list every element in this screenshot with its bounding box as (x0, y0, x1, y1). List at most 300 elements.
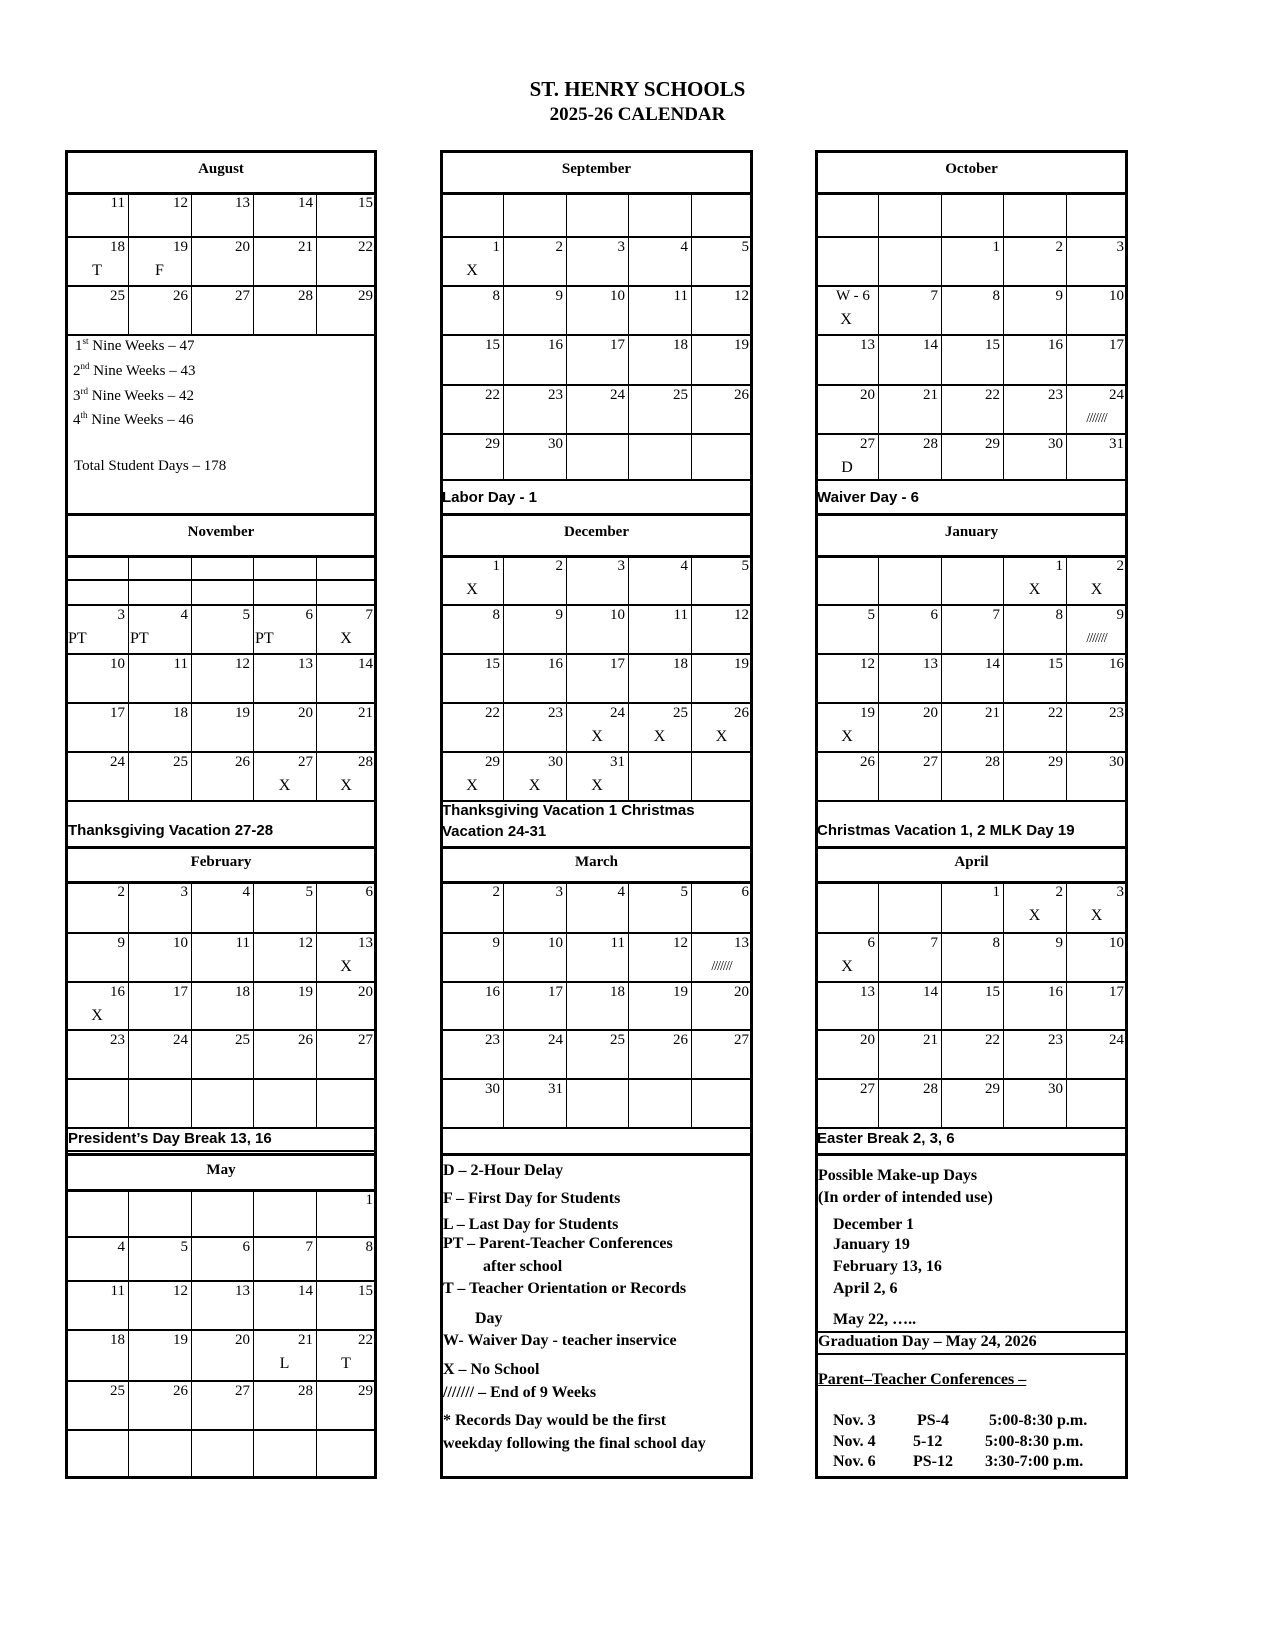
month-title-december: December (564, 524, 629, 540)
grid-line (65, 1477, 377, 1479)
day-number: 6 (242, 1239, 250, 1255)
makeup-subtitle: (In order of intended use) (818, 1189, 993, 1206)
day-number: 9 (492, 935, 500, 951)
day-number: 18 (673, 656, 688, 672)
day-number: 26 (673, 1032, 688, 1048)
day-number: 3 (117, 607, 125, 623)
day-number: 23 (548, 705, 563, 721)
day-number: 9 (1055, 935, 1063, 951)
day-number: 18 (235, 984, 250, 1000)
grid-line (440, 653, 753, 655)
day-number: 29 (1048, 754, 1063, 770)
grid-line (815, 751, 1128, 753)
grid-line (191, 881, 192, 1127)
day-number: 26 (298, 1032, 313, 1048)
grid-line (815, 1029, 1128, 1031)
nine-weeks-4 (73, 412, 194, 429)
day-code-mark: T (92, 262, 102, 279)
day-number: 16 (548, 656, 563, 672)
day-number: 19 (298, 984, 313, 1000)
day-number: 14 (923, 337, 938, 353)
day-number: 6 (305, 607, 313, 623)
makeup-day: April 2, 6 (833, 1280, 898, 1297)
nine-weeks-3-text: Nine Weeks – 42 (91, 388, 194, 404)
day-number: 9 (1055, 288, 1063, 304)
day-number: 2 (555, 558, 563, 574)
day-number: 11 (610, 935, 625, 951)
day-number: 5 (741, 239, 749, 255)
grid-line (815, 653, 1128, 655)
day-number: 8 (992, 935, 1000, 951)
grid-line (815, 236, 1128, 238)
grid-line (440, 479, 753, 481)
legend-records-2: weekday following the final school day (443, 1435, 706, 1452)
grid-line (65, 1380, 377, 1382)
grid-line (440, 384, 753, 386)
grid-line (815, 479, 1128, 481)
no-school-mark: X (653, 728, 666, 745)
day-number: 5 (867, 607, 875, 623)
no-school-mark: X (591, 777, 603, 794)
no-school-mark: X (340, 777, 352, 794)
day-number: 10 (610, 288, 625, 304)
day-number: 20 (235, 1332, 250, 1348)
day-number: 28 (985, 754, 1000, 770)
day-number: 2 (555, 239, 563, 255)
day-number: 28 (923, 1081, 938, 1097)
day-number: 31 (548, 1081, 563, 1097)
day-number: 12 (734, 607, 749, 623)
no-school-mark: X (715, 728, 728, 745)
conference-time: 5:00-8:30 p.m. (989, 1412, 1088, 1429)
day-number: 10 (1109, 288, 1124, 304)
day-number: 4 (680, 558, 688, 574)
month-title-january: January (944, 524, 999, 540)
day-number: 23 (485, 1032, 500, 1048)
day-number: 22 (1048, 705, 1063, 721)
day-number: 20 (860, 1032, 875, 1048)
day-number: 12 (673, 935, 688, 951)
nine-weeks-1 (75, 338, 195, 355)
day-number: 4 (242, 884, 250, 900)
day-number: 29 (358, 1383, 373, 1399)
grid-line (440, 800, 753, 802)
day-number: 31 (1109, 436, 1124, 452)
grid-line (566, 881, 567, 1127)
day-number: 4 (617, 884, 625, 900)
day-number: 11 (235, 935, 250, 951)
makeup-day: February 13, 16 (833, 1258, 942, 1275)
day-number: 24 (110, 754, 125, 770)
conference-time: 5:00-8:30 p.m. (985, 1433, 1084, 1450)
day-number: 7 (365, 607, 373, 623)
footer-december: Thanksgiving Vacation 1 Christmas Vacation 24-31 (442, 802, 695, 840)
grid-line (253, 192, 254, 334)
day-number: 23 (1048, 387, 1063, 403)
month-header-top (65, 1153, 377, 1156)
footer-september: Labor Day - 1 (442, 489, 538, 506)
conference-grades: 5-12 (913, 1433, 943, 1450)
day-number: 19 (860, 705, 875, 721)
day-number: 24 (548, 1032, 563, 1048)
day-number: 27 (860, 1081, 875, 1097)
day-number: 27 (923, 754, 938, 770)
day-number: 2 (1116, 558, 1124, 574)
no-school-mark: X (591, 728, 603, 745)
day-number: 15 (485, 337, 500, 353)
divider (815, 1353, 1128, 1355)
grid-line (815, 800, 1128, 802)
day-number: 18 (673, 337, 688, 353)
month-header-top (815, 846, 1128, 849)
legend-records-1: * Records Day would be the first (443, 1412, 667, 1429)
day-number: 26 (860, 754, 875, 770)
no-school-mark: X (1090, 907, 1103, 924)
day-number: 23 (110, 1032, 125, 1048)
grid-line (65, 285, 377, 287)
no-school-mark: X (528, 777, 541, 794)
grid-line (440, 1078, 753, 1080)
day-number: 2 (492, 884, 500, 900)
day-number: 30 (1109, 754, 1124, 770)
no-school-mark: X (466, 777, 478, 794)
graduation-day: Graduation Day – May 24, 2026 (818, 1333, 1037, 1350)
grid-line (815, 981, 1128, 983)
day-number: 5 (741, 558, 749, 574)
day-number: 24 (1109, 1032, 1124, 1048)
nine-weeks-4-num: 4 (73, 412, 81, 428)
day-number: 15 (985, 984, 1000, 1000)
grid-line (815, 1078, 1128, 1080)
grid-line (65, 555, 377, 558)
nine-weeks-3-sup: rd (80, 386, 88, 396)
day-number: 18 (173, 705, 188, 721)
grid-line (691, 881, 692, 1127)
end-of-nine-weeks-mark: /////// (711, 959, 732, 974)
grid-line (253, 881, 254, 1127)
day-number: 25 (610, 1032, 625, 1048)
day-number: 12 (173, 195, 188, 211)
day-number: 29 (985, 1081, 1000, 1097)
day-number: 5 (180, 1239, 188, 1255)
no-school-mark: X (1090, 581, 1103, 598)
nine-weeks-1-num: 1 (75, 338, 83, 354)
day-number: 3 (1116, 239, 1124, 255)
nine-weeks-1-sup: st (82, 336, 89, 346)
grid-line (65, 1127, 377, 1129)
grid-line (65, 579, 377, 581)
month-header-top (440, 846, 753, 849)
no-school-mark: X (466, 581, 478, 598)
day-code-mark: D (841, 459, 853, 476)
day-number: 4 (117, 1239, 125, 1255)
day-code-mark: PT (130, 630, 149, 647)
day-number: 19 (173, 1332, 188, 1348)
grid-line (628, 881, 629, 1127)
day-number: 29 (358, 288, 373, 304)
day-number: 2 (1055, 884, 1063, 900)
day-number: 14 (358, 656, 373, 672)
day-number: 3 (555, 884, 563, 900)
day-number: 25 (173, 754, 188, 770)
day-number: 19 (173, 239, 188, 255)
day-number: 13 (298, 656, 313, 672)
grid-line (440, 981, 753, 983)
day-number: 14 (298, 1283, 313, 1299)
day-code-mark: PT (255, 630, 274, 647)
footer-october: Waiver Day - 6 (817, 489, 919, 506)
day-number: 12 (734, 288, 749, 304)
day-number: 6 (741, 884, 749, 900)
legend-l: L – Last Day for Students (443, 1216, 619, 1233)
day-number: 12 (298, 935, 313, 951)
day-number: 17 (610, 337, 625, 353)
day-number: 20 (358, 984, 373, 1000)
day-number: 20 (734, 984, 749, 1000)
day-number: 26 (173, 288, 188, 304)
makeup-day: December 1 (833, 1216, 914, 1233)
day-number: 21 (298, 239, 313, 255)
day-number: 16 (110, 984, 125, 1000)
grid-line (815, 932, 1128, 934)
day-number: 24 (610, 705, 625, 721)
day-number: 26 (734, 387, 749, 403)
day-number: 31 (610, 754, 625, 770)
day-number: 22 (485, 387, 500, 403)
legend-t-cont: Day (475, 1310, 503, 1327)
legend-t: T – Teacher Orientation or Records (443, 1280, 687, 1297)
month-title-may: May (206, 1162, 236, 1178)
grid-line (191, 192, 192, 334)
grid-line (65, 981, 377, 983)
day-number: 15 (358, 195, 373, 211)
no-school-mark: X (91, 1007, 103, 1024)
day-number: 19 (235, 705, 250, 721)
day-number: 10 (1109, 935, 1124, 951)
grid-line (815, 384, 1128, 386)
footer-february: President’s Day Break 13, 16 (68, 1130, 272, 1147)
day-number: 19 (673, 984, 688, 1000)
month-title-march: March (574, 854, 619, 870)
grid-line (628, 192, 629, 479)
day-number: 1 (492, 558, 500, 574)
month-header-top (440, 513, 753, 516)
day-number: 8 (492, 288, 500, 304)
day-number: 13 (860, 984, 875, 1000)
day-number: 9 (555, 607, 563, 623)
grid-line (65, 1329, 377, 1331)
day-number: 15 (985, 337, 1000, 353)
day-number: 17 (1109, 984, 1124, 1000)
grid-line (128, 881, 129, 1127)
day-number: 9 (117, 935, 125, 951)
grid-line (691, 192, 692, 479)
day-number: 17 (610, 656, 625, 672)
grid-line (65, 751, 377, 753)
legend-x: X – No School (443, 1361, 540, 1378)
day-number: 25 (673, 387, 688, 403)
day-number: 21 (298, 1332, 313, 1348)
day-number: 25 (673, 705, 688, 721)
day-number: 10 (110, 656, 125, 672)
day-number: 4 (680, 239, 688, 255)
grid-line (815, 604, 1128, 606)
no-school-mark: X (1028, 581, 1041, 598)
day-number: 22 (358, 239, 373, 255)
day-number: 1 (1055, 558, 1063, 574)
legend-pt-cont: after school (483, 1258, 563, 1275)
day-number: 10 (610, 607, 625, 623)
grid-line (440, 1127, 753, 1129)
grid-line (65, 1429, 377, 1431)
day-number: 13 (358, 935, 373, 951)
day-number: 21 (358, 705, 373, 721)
day-number: 16 (1048, 337, 1063, 353)
legend-f: F – First Day for Students (443, 1190, 621, 1207)
day-number: 27 (298, 754, 313, 770)
day-number: 29 (485, 754, 500, 770)
nine-weeks-2 (73, 363, 196, 380)
day-number: 22 (485, 705, 500, 721)
day-number: 11 (673, 607, 688, 623)
day-number: 10 (173, 935, 188, 951)
month-title-february: February (190, 854, 252, 870)
calendar-title: 2025-26 CALENDAR (549, 104, 726, 125)
grid-line (316, 881, 317, 1127)
grid-line (65, 1280, 377, 1282)
end-of-nine-weeks-mark: /////// (1086, 411, 1107, 426)
day-number: 1 (365, 1192, 373, 1208)
day-number: 20 (235, 239, 250, 255)
day-number: 27 (235, 288, 250, 304)
grid-line (691, 555, 692, 800)
day-number: 30 (1048, 436, 1063, 452)
day-number: 3 (617, 558, 625, 574)
day-number: 30 (548, 754, 563, 770)
footer-april: Easter Break 2, 3, 6 (817, 1130, 955, 1147)
day-number: 27 (358, 1032, 373, 1048)
grid-line (440, 751, 753, 753)
makeup-day: May 22, ….. (833, 1311, 917, 1328)
day-number: 24 (610, 387, 625, 403)
day-number: 8 (1055, 607, 1063, 623)
no-school-mark: X (340, 630, 352, 647)
no-school-mark: X (278, 777, 291, 794)
day-code-mark: PT (68, 630, 87, 647)
grid-line (815, 192, 1128, 195)
grid-line (440, 1029, 753, 1031)
day-number: 11 (673, 288, 688, 304)
day-number: 17 (1109, 337, 1124, 353)
day-number: 5 (242, 607, 250, 623)
day-number: 7 (930, 935, 938, 951)
day-number: 8 (492, 607, 500, 623)
day-number: 3 (617, 239, 625, 255)
footer-november: Thanksgiving Vacation 27-28 (68, 822, 274, 839)
day-number: 16 (1109, 656, 1124, 672)
no-school-mark: X (1028, 907, 1041, 924)
month-title-november: November (187, 524, 255, 540)
month-title-august: August (198, 161, 244, 177)
grid-line (65, 1236, 377, 1238)
day-number: 7 (930, 288, 938, 304)
day-number: 17 (173, 984, 188, 1000)
nine-weeks-2-text: Nine Weeks – 43 (93, 363, 196, 379)
grid-line (65, 702, 377, 704)
day-number: 21 (923, 387, 938, 403)
grid-line (65, 1150, 377, 1152)
legend-w: W- Waiver Day - teacher inservice (443, 1332, 677, 1349)
day-number: 28 (298, 1383, 313, 1399)
grid-line (65, 334, 377, 336)
day-code-mark: T (341, 1355, 351, 1372)
day-number: 3 (180, 884, 188, 900)
conferences-title: Parent–Teacher Conferences – (818, 1371, 1027, 1388)
conference-date: Nov. 6 (833, 1453, 876, 1470)
day-number: 27 (860, 436, 875, 452)
day-number: 13 (235, 1283, 250, 1299)
day-number: 10 (548, 935, 563, 951)
day-number: 20 (923, 705, 938, 721)
nine-weeks-1-text: Nine Weeks – 47 (92, 338, 195, 354)
day-number: 9 (555, 288, 563, 304)
grid-line (815, 334, 1128, 336)
day-number: 28 (358, 754, 373, 770)
month-title-april: April (954, 854, 989, 870)
day-number: 17 (110, 705, 125, 721)
grid-line (316, 192, 317, 334)
grid-line (440, 236, 753, 238)
day-number: 20 (298, 705, 313, 721)
day-number: 6 (930, 607, 938, 623)
section-top (815, 1153, 1128, 1156)
grid-line (815, 433, 1128, 435)
grid-line (65, 800, 377, 802)
day-number: 26 (173, 1383, 188, 1399)
legend-slashes: /////// – End of 9 Weeks (443, 1384, 597, 1401)
day-number: 16 (485, 984, 500, 1000)
day-number: 6 (867, 935, 875, 951)
nine-weeks-4-sup: th (80, 410, 88, 420)
nine-weeks-3 (73, 388, 194, 405)
day-number: 21 (985, 705, 1000, 721)
day-number: 12 (235, 656, 250, 672)
grid-line (440, 334, 753, 336)
grid-line (440, 702, 753, 704)
no-school-mark: X (841, 728, 853, 745)
day-number: 6 (365, 884, 373, 900)
nine-weeks-3-num: 3 (73, 388, 81, 404)
day-number: 18 (110, 239, 125, 255)
day-number: 30 (548, 436, 563, 452)
day-number: 15 (358, 1283, 373, 1299)
day-number: 14 (923, 984, 938, 1000)
day-number: 15 (1048, 656, 1063, 672)
day-number: 27 (734, 1032, 749, 1048)
day-number: 11 (173, 656, 188, 672)
day-number: 13 (235, 195, 250, 211)
day-number: 23 (1109, 705, 1124, 721)
day-number: 22 (358, 1332, 373, 1348)
day-number: 14 (298, 195, 313, 211)
day-number: 16 (1048, 984, 1063, 1000)
day-number: 20 (860, 387, 875, 403)
grid-line (440, 604, 753, 606)
conference-date: Nov. 4 (833, 1433, 876, 1450)
day-number: 11 (110, 195, 125, 211)
day-number: 24 (1109, 387, 1124, 403)
month-title-september: September (561, 161, 632, 177)
